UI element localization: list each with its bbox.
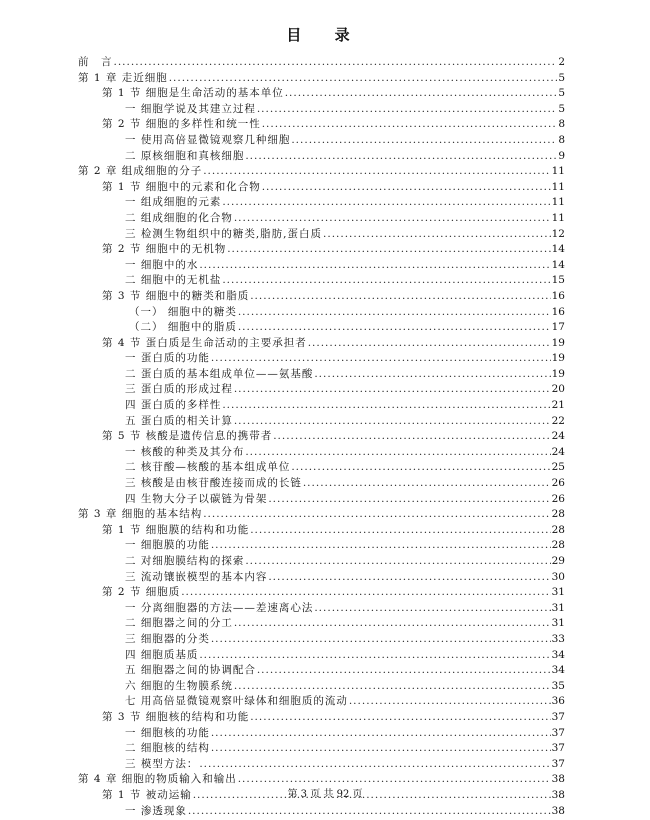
- toc-entry-page: 35: [551, 679, 565, 692]
- toc-entry-title: 一 分离细胞器的方法——差速离心法: [125, 601, 314, 614]
- toc-entry[interactable]: [78, 476, 565, 492]
- toc-entry-title: 二 核苷酸—核酸的基本组成单位: [125, 461, 291, 474]
- toc-entry-title: 五 细胞器之间的协调配合: [125, 664, 256, 677]
- toc-entry-page: 36: [551, 695, 565, 708]
- toc-entry-title: 三 流动镶嵌模型的基本内容: [125, 570, 268, 583]
- toc-entry[interactable]: [78, 757, 565, 773]
- dot-leader: [222, 273, 550, 289]
- toc-entry-title: 三 细胞器的分类: [125, 632, 210, 645]
- toc-entry-page: 8: [558, 133, 565, 146]
- toc-entry[interactable]: [78, 710, 565, 726]
- toc-entry-page: 11: [551, 196, 565, 209]
- dot-leader: [238, 320, 551, 336]
- toc-entry[interactable]: [78, 585, 565, 601]
- toc-entry[interactable]: [78, 273, 565, 289]
- toc-entry-title: 第 2 节 细胞中的无机物: [102, 243, 227, 256]
- toc-entry-title: 第 2 节 细胞的多样性和统一性: [102, 118, 261, 131]
- toc-entry-title: 第 1 节 被动运输: [102, 788, 192, 801]
- toc-entry[interactable]: [78, 117, 565, 133]
- toc-entry-title: 第 5 节 核酸是遗传信息的携带者: [102, 430, 273, 443]
- toc-entry-title: 第 1 节 细胞是生命活动的基本单位: [102, 87, 284, 100]
- toc-entry[interactable]: [78, 694, 565, 710]
- toc-entry[interactable]: [78, 460, 565, 476]
- toc-entry-title: 二 细胞核的结构: [125, 742, 210, 755]
- toc-entry-title: 二 对细胞膜结构的探索: [125, 555, 245, 567]
- toc-entry-title: 三 模型方法：: [125, 757, 199, 770]
- toc-entry-title: 四 蛋白质的多样性: [125, 399, 222, 412]
- toc-entry-page: 34: [551, 648, 565, 661]
- toc-entry-title: 二 蛋白质的基本组成单位——氨基酸: [125, 367, 314, 380]
- dot-leader: [199, 757, 550, 773]
- dot-leader: [250, 289, 550, 305]
- toc-entry-page: 16: [551, 305, 565, 318]
- toc-entry-title: 第 3 节 细胞核的结构和功能: [102, 710, 250, 723]
- toc-entry-page: 5: [558, 102, 565, 115]
- toc-entry-title: 第 3 章 细胞的基本结构: [78, 508, 203, 521]
- toc-entry-title: 三 核酸是由核苷酸连接而成的长链: [125, 477, 302, 490]
- dot-leader: [291, 460, 550, 476]
- toc-entry-title: 第 1 节 细胞中的元素和化合物: [102, 180, 261, 193]
- dot-leader: [323, 227, 551, 243]
- toc-entry-page: 38: [551, 788, 565, 801]
- toc-entry[interactable]: [78, 554, 565, 570]
- toc-entry-page: 19: [551, 367, 565, 380]
- toc-entry-page: 5: [558, 71, 565, 84]
- toc-entry-title: 一 细胞学说及其建立过程: [125, 102, 256, 115]
- toc-entry-page: 11: [551, 180, 565, 193]
- toc-entry-page: 29: [551, 555, 565, 567]
- toc-entry[interactable]: [78, 102, 565, 118]
- toc-entry-page: 31: [551, 586, 565, 599]
- toc-entry-page: 37: [551, 710, 565, 723]
- toc-entry[interactable]: [78, 86, 565, 102]
- toc-entry[interactable]: [78, 242, 565, 258]
- toc-entry[interactable]: [78, 149, 565, 165]
- toc-entry[interactable]: [78, 195, 565, 211]
- toc-entry-title: 三 检测生物组织中的糖类,脂肪,蛋白质: [125, 227, 323, 240]
- toc-entry-page: 37: [551, 742, 565, 755]
- dot-leader: [234, 679, 551, 695]
- toc-entry-page: 33: [551, 632, 565, 645]
- toc-entry-page: 31: [551, 601, 565, 614]
- toc-entry-title: 第 2 节 细胞质: [102, 586, 181, 599]
- dot-leader: [238, 305, 551, 321]
- toc-entry-title: 一 组成细胞的元素: [125, 196, 222, 209]
- toc-entry-title: （一） 细胞中的糖类: [129, 305, 237, 318]
- toc-entry[interactable]: [78, 55, 565, 71]
- toc-entry-page: 14: [551, 258, 565, 271]
- toc-entry-page: 16: [551, 289, 565, 302]
- toc-entry-title: 第 4 章 细胞的物质输入和输出: [78, 773, 237, 786]
- toc-entry-page: 38: [551, 804, 565, 817]
- dot-leader: [303, 476, 551, 492]
- dot-leader: [181, 585, 550, 601]
- dot-leader: [245, 149, 557, 165]
- toc-entry[interactable]: [78, 741, 565, 757]
- dot-leader: [234, 382, 551, 398]
- toc-entry-title: 第 1 章 走近细胞: [78, 71, 168, 84]
- toc-entry[interactable]: [78, 398, 565, 414]
- page-footer: 第 3 页 共 92 页: [287, 789, 363, 800]
- dot-leader: [211, 538, 551, 554]
- toc-entry[interactable]: [78, 211, 565, 227]
- toc-entry-page: 20: [551, 383, 565, 396]
- toc-entry-page: 11: [551, 165, 565, 178]
- toc-entry-page: 34: [551, 664, 565, 677]
- toc-entry-title: 前 言: [78, 56, 113, 68]
- dot-leader: [211, 632, 551, 648]
- dot-leader: [308, 336, 551, 352]
- toc-entry-page: 17: [551, 321, 565, 334]
- toc-entry-page: 24: [551, 430, 565, 443]
- toc-entry-page: 14: [551, 243, 565, 256]
- toc-entry[interactable]: [78, 570, 565, 586]
- toc-entry[interactable]: [78, 164, 565, 180]
- dot-leader: [203, 507, 550, 523]
- toc-entry-page: 30: [551, 570, 565, 583]
- toc-entry[interactable]: [78, 351, 565, 367]
- toc-entry-page: 19: [551, 352, 565, 365]
- toc-entry-title: 二 细胞中的无机盐: [125, 274, 222, 287]
- dot-leader: [245, 445, 550, 461]
- dot-leader: [234, 414, 551, 430]
- toc-entry[interactable]: [78, 429, 565, 445]
- dot-leader: [250, 710, 550, 726]
- dot-leader: [114, 55, 558, 71]
- toc-entry-title: 四 生物大分子以碳链为骨架: [125, 492, 268, 505]
- toc-entry-title: 二 原核细胞和真核细胞: [125, 149, 245, 162]
- toc-entry-page: 31: [551, 617, 565, 630]
- dot-leader: [234, 616, 551, 632]
- dot-leader: [169, 71, 558, 87]
- toc-entry-title: 一 细胞核的功能: [125, 726, 210, 739]
- toc-entry[interactable]: [78, 414, 565, 430]
- table-of-contents: [78, 55, 565, 819]
- toc-entry-title: （二） 细胞中的脂质: [129, 321, 237, 334]
- toc-entry-page: 28: [551, 539, 565, 552]
- toc-entry[interactable]: [78, 227, 565, 243]
- dot-leader: [257, 663, 551, 679]
- toc-entry-title: 第 2 章 组成细胞的分子: [78, 165, 203, 178]
- toc-entry[interactable]: [78, 663, 565, 679]
- toc-entry-page: 37: [551, 726, 565, 739]
- toc-entry-page: 26: [551, 477, 565, 490]
- toc-entry-page: 12: [551, 227, 565, 240]
- dot-leader: [268, 492, 550, 508]
- toc-entry[interactable]: [78, 445, 565, 461]
- dot-leader: [291, 133, 557, 149]
- dot-leader: [188, 804, 551, 820]
- toc-entry[interactable]: [78, 523, 565, 539]
- dot-leader: [203, 164, 550, 180]
- toc-entry-page: 19: [551, 336, 565, 349]
- toc-entry-title: 第 3 节 细胞中的糖类和脂质: [102, 289, 250, 302]
- toc-entry-title: 六 细胞的生物膜系统: [125, 679, 233, 692]
- dot-leader: [257, 102, 557, 118]
- toc-entry[interactable]: [78, 507, 565, 523]
- toc-entry-title: 一 细胞膜的功能: [125, 539, 210, 552]
- toc-entry-title: 一 蛋白质的功能: [125, 352, 210, 365]
- toc-entry-page: 15: [551, 274, 565, 287]
- dot-leader: [222, 398, 550, 414]
- dot-leader: [314, 601, 550, 617]
- toc-entry[interactable]: [78, 492, 565, 508]
- toc-entry-page: 11: [551, 211, 565, 224]
- toc-entry[interactable]: [78, 367, 565, 383]
- toc-entry[interactable]: [78, 538, 565, 554]
- dot-leader: [211, 741, 551, 757]
- toc-entry[interactable]: [78, 382, 565, 398]
- toc-entry[interactable]: [78, 336, 565, 352]
- toc-entry-title: 二 细胞器之间的分工: [125, 617, 233, 630]
- toc-entry[interactable]: [78, 804, 565, 820]
- toc-entry[interactable]: [78, 289, 565, 305]
- dot-leader: [199, 258, 550, 274]
- dot-leader: [211, 726, 551, 742]
- dot-leader: [285, 86, 558, 102]
- dot-leader: [245, 554, 550, 570]
- toc-entry-title: 第 4 节 蛋白质是生命活动的主要承担者: [102, 336, 307, 349]
- dot-leader: [227, 242, 550, 258]
- toc-entry-title: 五 蛋白质的相关计算: [125, 414, 233, 427]
- toc-entry[interactable]: [78, 632, 565, 648]
- dot-leader: [314, 367, 550, 383]
- toc-entry-page: 38: [551, 773, 565, 786]
- dot-leader: [250, 523, 550, 539]
- toc-entry-page: 22: [551, 414, 565, 427]
- toc-entry[interactable]: [78, 679, 565, 695]
- toc-entry-page: 9: [558, 149, 565, 162]
- toc-entry-title: 二 组成细胞的化合物: [125, 211, 233, 224]
- dot-leader: [262, 117, 558, 133]
- toc-entry-title: 一 核酸的种类及其分布: [125, 445, 245, 458]
- toc-entry[interactable]: [78, 133, 565, 149]
- toc-entry-title: 三 蛋白质的形成过程: [125, 383, 233, 396]
- toc-entry[interactable]: [78, 71, 565, 87]
- toc-entry-title: 一 渗透现象: [125, 804, 187, 817]
- toc-entry-page: 28: [551, 508, 565, 521]
- toc-entry-title: 一 细胞中的水: [125, 258, 199, 271]
- dot-leader: [199, 648, 550, 664]
- toc-entry-title: 第 1 节 细胞膜的结构和功能: [102, 523, 250, 536]
- toc-entry-title: 七 用高倍显微镜观察叶绿体和细胞质的流动: [125, 695, 348, 708]
- toc-entry-page: 2: [558, 56, 565, 68]
- dot-leader: [211, 351, 551, 367]
- toc-entry-title: 一 使用高倍显微镜观察几种细胞: [125, 133, 291, 146]
- dot-leader: [222, 195, 550, 211]
- toc-entry-page: 28: [551, 523, 565, 536]
- toc-entry-page: 26: [551, 492, 565, 505]
- toc-entry-page: 5: [558, 87, 565, 100]
- toc-entry-page: 37: [551, 757, 565, 770]
- toc-entry-page: 25: [551, 461, 565, 474]
- toc-entry[interactable]: [78, 601, 565, 617]
- page-title: 目 录: [286, 26, 364, 44]
- dot-leader: [349, 694, 551, 710]
- toc-entry[interactable]: [78, 616, 565, 632]
- toc-entry[interactable]: [78, 180, 565, 196]
- dot-leader: [268, 570, 550, 586]
- toc-entry[interactable]: [78, 305, 565, 321]
- toc-entry-page: 24: [551, 445, 565, 458]
- toc-entry[interactable]: [78, 258, 565, 274]
- toc-entry[interactable]: [78, 648, 565, 664]
- toc-entry[interactable]: [78, 726, 565, 742]
- toc-entry-page: 8: [558, 118, 565, 131]
- toc-entry[interactable]: [78, 320, 565, 336]
- dot-leader: [273, 429, 550, 445]
- dot-leader: [234, 211, 551, 227]
- toc-entry-page: 21: [551, 399, 565, 412]
- dot-leader: [262, 180, 551, 196]
- toc-entry-title: 四 细胞质基质: [125, 648, 199, 661]
